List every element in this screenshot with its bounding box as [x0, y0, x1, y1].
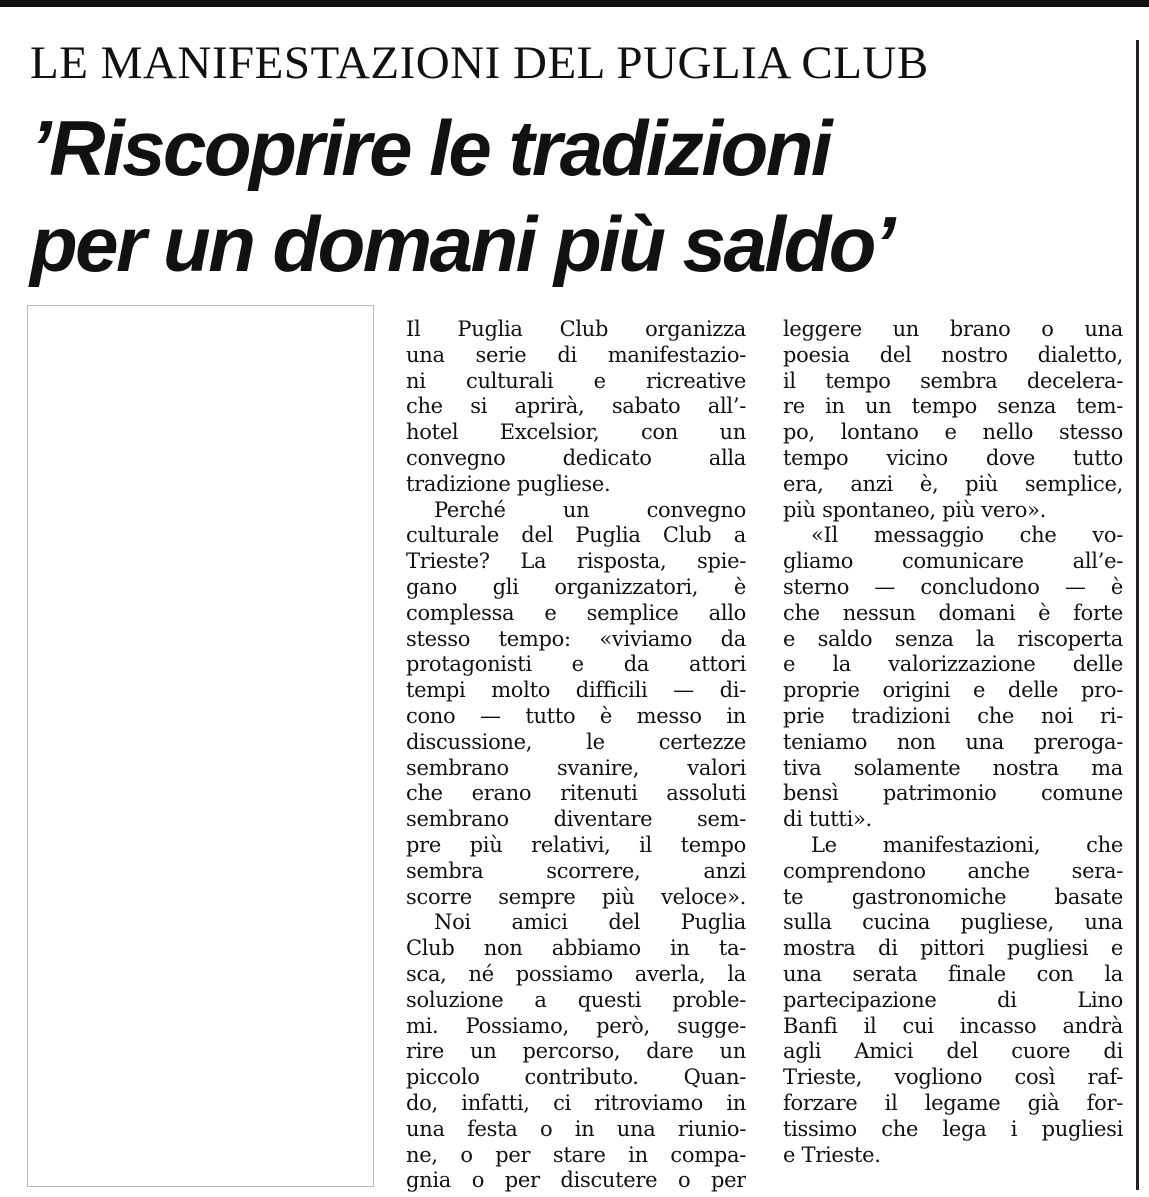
body-text-line: rire un percorso, dare un	[406, 1039, 746, 1064]
body-text-line: comprendono anche sera-	[783, 858, 1123, 883]
body-text-line: sterno — concludono — è	[783, 574, 1123, 599]
headline-line-1: ’Riscoprire le tradizioni	[30, 104, 831, 192]
body-text-line: teniamo non una preroga-	[783, 729, 1123, 754]
body-text-line: che si aprirà, sabato all’-	[406, 394, 746, 419]
body-text-line: te gastronomiche basate	[783, 884, 1123, 909]
body-text-line: Banfi il cui incasso andrà	[783, 1013, 1123, 1038]
body-text-line: convegno dedicato alla	[406, 445, 746, 470]
body-text-line: sembrano diventare sem-	[406, 807, 746, 832]
kicker: LE MANIFESTAZIONI DEL PUGLIA CLUB	[30, 37, 929, 89]
photo-placeholder	[27, 305, 374, 1187]
body-text-line: do, infatti, ci ritroviamo in	[406, 1090, 746, 1115]
body-text-line: Trieste, vogliono così raf-	[783, 1065, 1123, 1090]
body-text-line: prie tradizioni che noi ri-	[783, 703, 1123, 728]
body-text-line: Club non abbiamo in ta-	[406, 936, 746, 961]
body-text-line: «Il messaggio che vo-	[811, 523, 1123, 548]
body-text-line: discussione, le certezze	[406, 729, 746, 754]
body-text-line: forzare il legame già for-	[783, 1090, 1123, 1115]
body-text-line: che nessun domani è forte	[783, 600, 1123, 625]
body-text-line: scorre sempre più veloce».	[406, 884, 746, 909]
body-text-line: re in un tempo senza tem-	[783, 394, 1123, 419]
body-text-line: e la valorizzazione delle	[783, 652, 1123, 677]
body-text-line: complessa e semplice allo	[406, 600, 746, 625]
body-text-line: partecipazione di Lino	[783, 987, 1123, 1012]
body-text-line: tiva solamente nostra ma	[783, 755, 1123, 780]
body-text-line: sulla cucina pugliese, una	[783, 910, 1123, 935]
body-text-line: agli Amici del cuore di	[783, 1039, 1123, 1064]
body-text-line: proprie origini e delle pro-	[783, 678, 1123, 703]
body-text-line: stesso tempo: «viviamo da	[406, 626, 746, 651]
body-text-line: e saldo senza la riscoperta	[783, 626, 1123, 651]
body-text-line: gliamo comunicare all’e-	[783, 549, 1123, 574]
body-text-line: ni culturali e ricreative	[406, 368, 746, 393]
body-text-line: sca, né possiamo averla, la	[406, 961, 746, 986]
body-text-line: Le manifestazioni, che	[811, 832, 1123, 857]
body-text-line: tempo vicino dove tutto	[783, 445, 1123, 470]
body-text-line: più spontaneo, più vero».	[783, 497, 1047, 522]
headline-line-2: per un domani più saldo’	[30, 200, 894, 288]
body-text-line: Perché un convegno	[434, 497, 746, 522]
article-column-1	[406, 317, 746, 1194]
body-text-line: che erano ritenuti assoluti	[406, 781, 746, 806]
body-text-line: sembra scorrere, anzi	[406, 858, 746, 883]
body-text-line: culturale del Puglia Club a	[406, 523, 746, 548]
body-text-line: pre più relativi, il tempo	[406, 832, 746, 857]
body-text-line: ne, o per stare in compa-	[406, 1142, 746, 1167]
body-text-line: gano gli organizzatori, è	[406, 574, 746, 599]
top-rule	[0, 0, 1149, 7]
body-text-line: era, anzi è, più semplice,	[783, 471, 1123, 496]
body-text-line: hotel Excelsior, con un	[406, 420, 746, 445]
article-column-2	[783, 317, 1123, 1168]
body-text-line: Noi amici del Puglia	[434, 910, 746, 935]
body-text-line: una serie di manifestazio-	[406, 342, 746, 367]
body-text-line: bensì patrimonio comune	[783, 781, 1123, 806]
body-text-line: protagonisti e da attori	[406, 652, 746, 677]
body-text-line: Trieste? La risposta, spie-	[406, 549, 746, 574]
body-text-line: tradizione pugliese.	[406, 471, 611, 496]
body-text-line: una festa o in una riunio-	[406, 1116, 746, 1141]
body-text-line: leggere un brano o una	[783, 317, 1123, 341]
body-text-line: po, lontano e nello stesso	[783, 420, 1123, 445]
headline	[30, 100, 1125, 292]
column-rule	[1136, 40, 1139, 1190]
body-text-line: mi. Possiamo, però, sugge-	[406, 1013, 746, 1038]
body-text-line: cono — tutto è messo in	[406, 703, 746, 728]
body-text-line: mostra di pittori pugliesi e	[783, 936, 1123, 961]
body-text-line: gnia o per discutere o per	[406, 1168, 746, 1193]
body-text-line: di tutti».	[783, 807, 872, 832]
body-text-line: Il Puglia Club organizza	[406, 317, 746, 341]
body-text-line: una serata finale con la	[783, 961, 1123, 986]
body-text-line: soluzione a questi proble-	[406, 987, 746, 1012]
body-text-line: poesia del nostro dialetto,	[783, 342, 1123, 367]
body-text-line: il tempo sembra decelera-	[783, 368, 1123, 393]
body-text-line: e Trieste.	[783, 1142, 881, 1167]
body-text-line: piccolo contributo. Quan-	[406, 1065, 746, 1090]
body-text-line: tissimo che lega i pugliesi	[783, 1116, 1123, 1141]
body-text-line: tempi molto difficili — di-	[406, 678, 746, 703]
body-text-line: sembrano svanire, valori	[406, 755, 746, 780]
